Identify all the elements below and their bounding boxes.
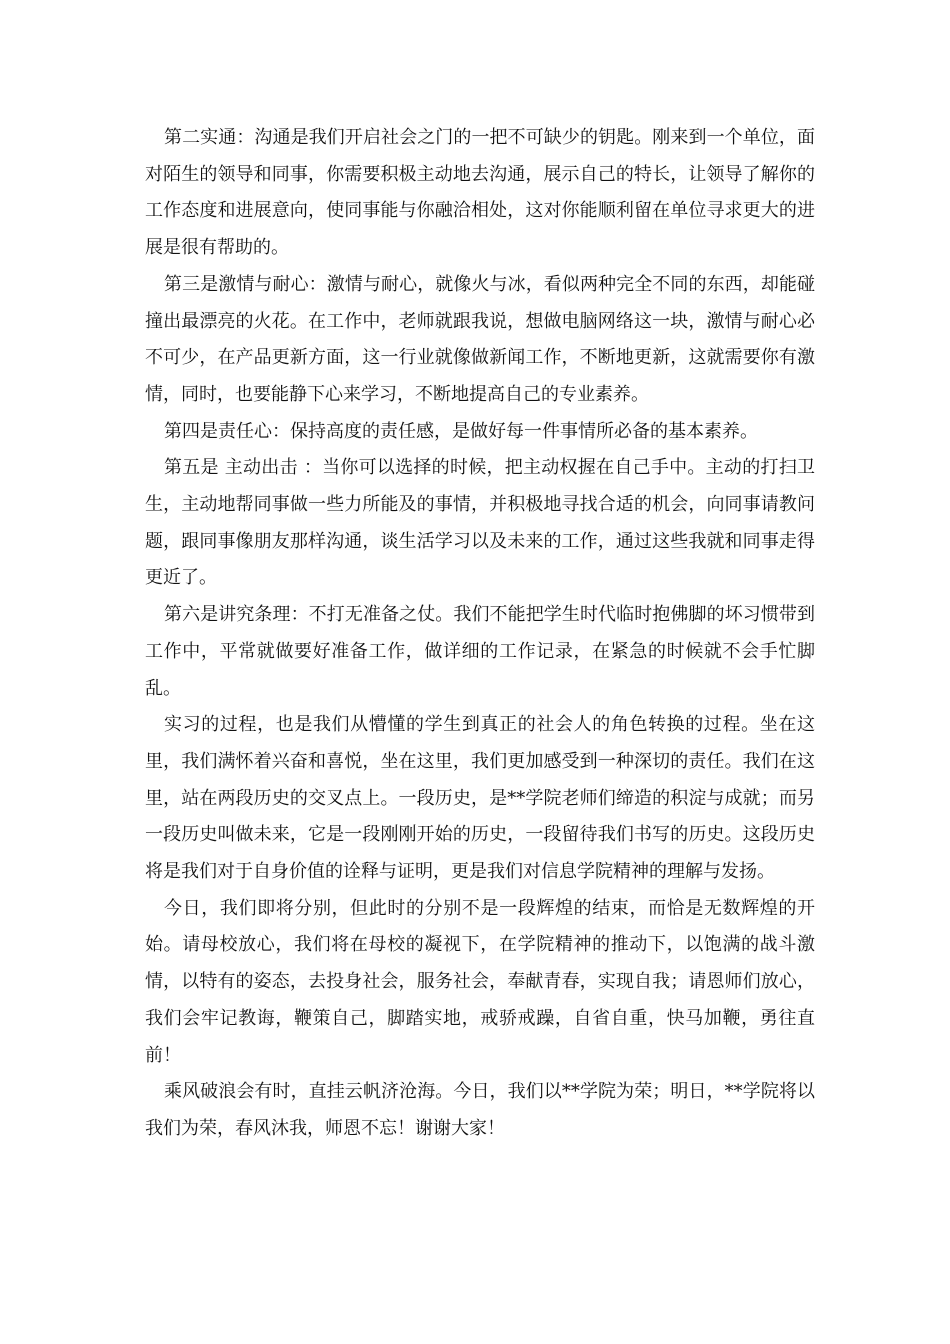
paragraph-organization: 第六是讲究条理：不打无准备之仗。我们不能把学生时代临时抱佛脚的坏习惯带到工作中，平常就做要好准备工作，做详细的工作记录，在紧急的时候就不会手忙脚乱。 xyxy=(145,604,815,699)
document-body xyxy=(145,120,815,1148)
paragraph-farewell: 今日，我们即将分别，但此时的分别不是一段辉煌的结束，而恰是无数辉煌的开始。请母校放心，我们将在母校的凝视下，在学院精神的推动下，以饱满的战斗激情，以特有的姿态，去投身社会，服务社会，奉献青春，实现自我；请恩师们放心，我们会牢记教诲，鞭策自己，脚踏实地，戒骄戒躁，自省自重，快马加鞭，勇往直前！ xyxy=(145,897,815,1066)
paragraph-internship-process: 实习的过程，也是我们从懵懂的学生到真正的社会人的角色转换的过程。坐在这里，我们满怀着兴奋和喜悦，坐在这里，我们更加感受到一种深切的责任。我们在这里，站在两段历史的交叉点上。一段历史，是**学院老师们缔造的积淀与成就；而另一段历史叫做未来，它是一段刚刚开始的历史，一段留待我们书写的历史。这段历史将是我们对于自身价值的诠释与证明，更是我们对信息学院精神的理解与发扬。 xyxy=(145,714,815,883)
paragraph-responsibility: 第四是责任心：保持高度的责任感，是做好每一件事情所必备的基本素养。 xyxy=(164,420,758,442)
paragraph-passion-patience: 第三是激情与耐心：激情与耐心，就像火与冰，看似两种完全不同的东西，却能碰撞出最漂亮的火花。在工作中，老师就跟我说，想做电脑网络这一块，激情与耐心必不可少，在产品更新方面，这一行业就像做新闻工作，不断地更新，这就需要你有激情，同时，也要能静下心来学习，不断地提高自己的专业素养。 xyxy=(145,273,815,405)
paragraph-initiative: 第五是 主动出击 ：当你可以选择的时候，把主动权握在自己手中。主动的打扫卫生，主动地帮同事做一些力所能及的事情，并积极地寻找合适的机会，向同事请教问题，跟同事像朋友那样沟通，谈生活学习以及未来的工作，通过这些我就和同事走得更近了。 xyxy=(145,457,815,589)
paragraph-communication: 第二实通：沟通是我们开启社会之门的一把不可缺少的钥匙。刚来到一个单位，面对陌生的领导和同事，你需要积极主动地去沟通，展示自己的特长，让领导了解你的工作态度和进展意向，使同事能与你融洽相处，这对你能顺利留在单位寻求更大的进展是很有帮助的。 xyxy=(145,127,815,259)
paragraph-closing: 乘风破浪会有时，直挂云帆济沧海。今日，我们以**学院为荣；明日，**学院将以我们为荣，春风沐我，师恩不忘！谢谢大家！ xyxy=(145,1081,815,1139)
